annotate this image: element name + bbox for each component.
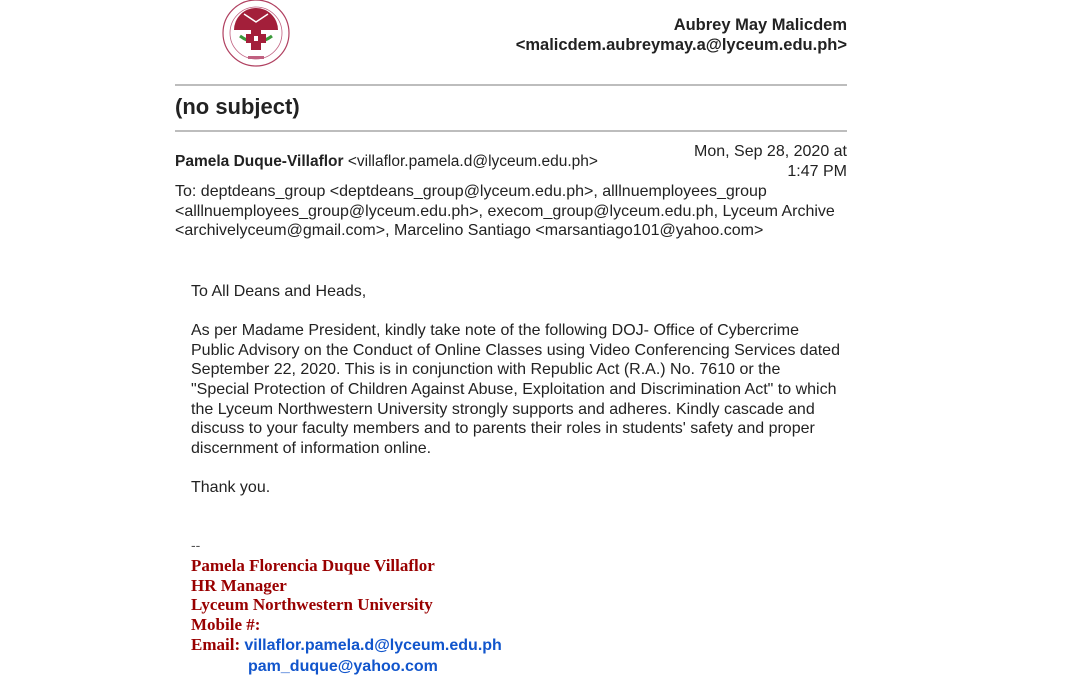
sender-name: Pamela Duque-Villaflor [175, 153, 344, 170]
recipients: To: deptdeans_group <deptdeans_group@lyceum.edu.ph>, alllnuemployees_group <alllnuemployees_group@lyceum.edu.ph>, execom_group@lyceum.edu.ph, Lyceum Archive <archivelyceum@gmail.com>, Marcelino Santiago <marsantiago101@yahoo.com> [175, 183, 835, 239]
greeting: To All Deans and Heads, [191, 283, 367, 300]
email-subject: (no subject) [175, 94, 300, 119]
sender-email: <villaflor.pamela.d@lyceum.edu.ph> [347, 153, 598, 170]
email-date [647, 142, 847, 182]
date-line-1: Mon, Sep 28, 2020 at [694, 143, 847, 160]
signature-name: Pamela Florencia Duque Villaflor [191, 556, 435, 575]
closing: Thank you. [191, 478, 271, 496]
email-body [191, 282, 841, 498]
body-paragraph: As per Madame President, kindly take note of the following DOJ- Office of Cybercrime Public Advisory on the Conduct of Online Classes using Video Conferencing Services dated September 22, 2020. This is in conjunction with Republic Act (R.A.) No. 7610 or the "Special Protection of Children Against Abuse, Exploitation and Discrimination Act" to which the Lyceum Northwestern University strongly supports and adheres. Kindly cascade and discuss to your faculty members and to parents their roles in students' safety and proper discernment of information online. [191, 322, 840, 457]
date-line-2: 1:47 PM [787, 163, 847, 180]
signature-email-primary-link[interactable]: villaflor.pamela.d@lyceum.edu.ph [244, 636, 502, 654]
signature-email-secondary-row [191, 656, 502, 675]
account-name: Aubrey May Malicdem [673, 16, 847, 34]
signature-separator: -- [191, 537, 201, 553]
divider-subject [175, 130, 847, 132]
signature-email-label: Email: [191, 634, 241, 654]
email-print-page [175, 0, 847, 675]
signature-email-secondary-link[interactable]: pam_duque@yahoo.com [248, 657, 438, 675]
account-email: <malicdem.aubreymay.a@lyceum.edu.ph> [515, 36, 847, 54]
signature-title: HR Manager [191, 575, 287, 595]
sender [175, 152, 598, 172]
signature-mobile: Mobile #: [191, 615, 261, 635]
account-info [516, 15, 847, 55]
signature-email-row [191, 635, 502, 656]
signature [191, 556, 502, 675]
divider-top [175, 84, 847, 86]
signature-organization: Lyceum Northwestern University [191, 595, 433, 615]
university-seal-logo [218, 0, 294, 68]
